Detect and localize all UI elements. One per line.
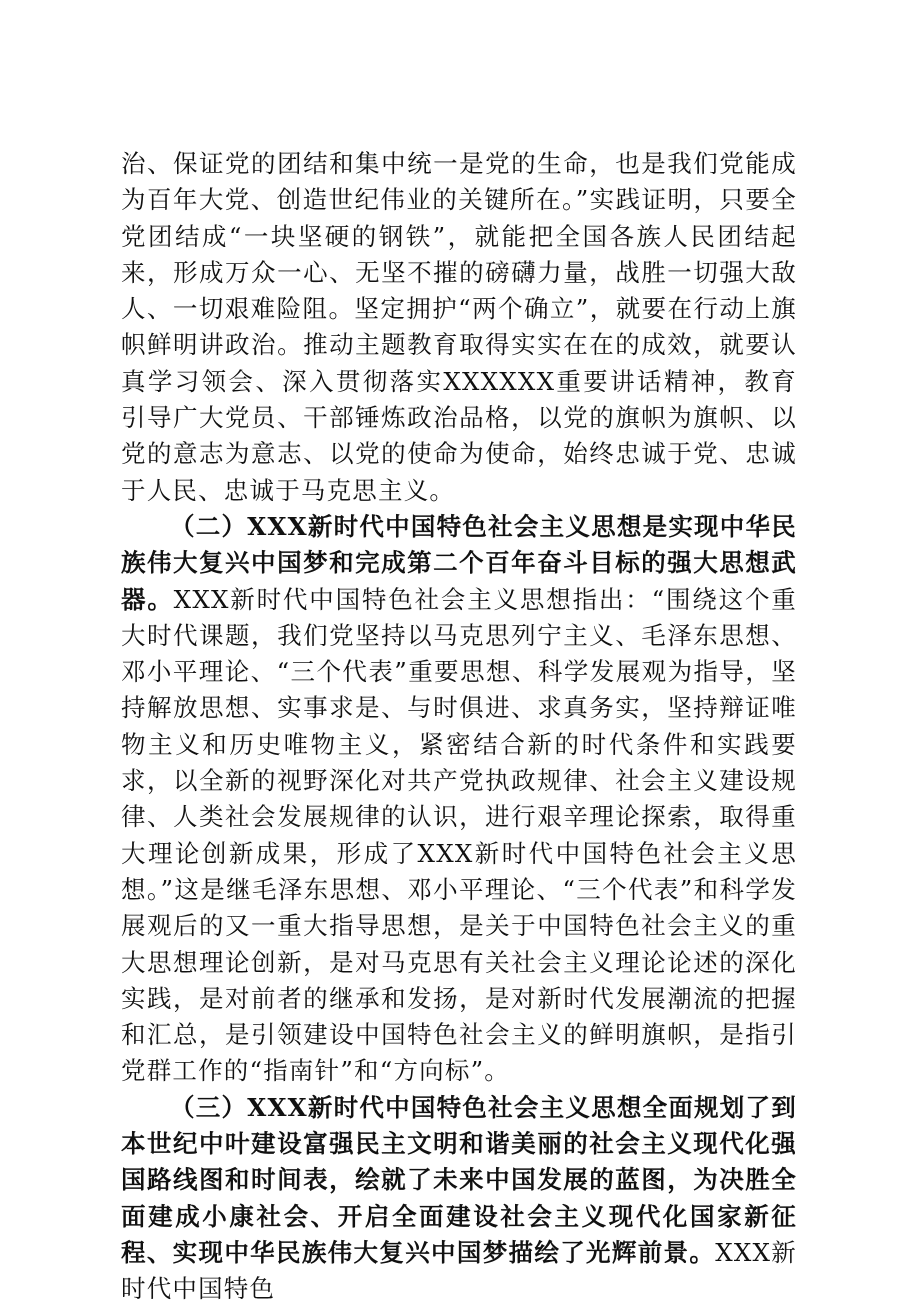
paragraph-3-heading: （三）XXX新时代中国特色社会主义思想全面规划了到本世纪中叶建设富强民主文明和谐美丽的社会主义现代化强国路线图和时间表，绘就了未来中国发展的蓝图，为决胜全面建成小康社会、开启全面建设社会主义现代化国家新征程、实现中华民族伟大复兴中国梦描绘了光辉前景。: [121, 1092, 797, 1267]
paragraph-2: [121, 509, 797, 1090]
paragraph-3: [121, 1090, 797, 1308]
paragraph-2-heading: （二）XXX新时代中国特色社会主义思想是实现中华民族伟大复兴中国梦和完成第二个百年奋斗目标的强大思想武器。: [121, 511, 797, 614]
paragraph-3-text: XXX新时代中国特色: [121, 1237, 797, 1304]
document-body: [121, 146, 797, 1308]
paragraph-2-text: XXX新时代中国特色社会主义思想指出：“围绕这个重大时代课题，我们党坚持以马克思列宁主义、毛泽东思想、邓小平理论、“三个代表”重要思想、科学发展观为指导，坚持解放思想、实事求是、与时俱进、求真务实，坚持辩证唯物主义和历史唯物主义，紧密结合新的时代条件和实践要求，以全新的视野深化对共产党执政规律、社会主义建设规律、人类社会发展规律的认识，进行艰辛理论探索，取得重大理论创新成果，形成了XXX新时代中国特色社会主义思想。”这是继毛泽东思想、邓小平理论、“三个代表”和科学发展观后的又一重大指导思想，是关于中国特色社会主义的重大思想理论创新，是对马克思有关社会主义理论论述的深化实践，是对前者的继承和发扬，是对新时代发展潮流的把握和汇总，是引领建设中国特色社会主义的鲜明旗帜，是指引党群工作的“指南针”和“方向标”。: [121, 584, 797, 1086]
paragraph-1-text: 治、保证党的团结和集中统一是党的生命，也是我们党能成为百年大党、创造世纪伟业的关键所在。”实践证明，只要全党团结成“一块坚硬的钢铁”，就能把全国各族人民团结起来，形成万众一心、无坚不摧的磅礴力量，战胜一切强大敌人、一切艰难险阻。坚定拥护“两个确立”，就要在行动上旗帜鲜明讲政治。推动主题教育取得实实在在的成效，就要认真学习领会、深入贯彻落实XXXXXX重要讲话精神，教育引导广大党员、干部锤炼政治品格，以党的旗帜为旗帜、以党的意志为意志、以党的使命为使命，始终忠诚于党、忠诚于人民、忠诚于马克思主义。: [121, 149, 797, 505]
paragraph-1: [121, 146, 797, 509]
